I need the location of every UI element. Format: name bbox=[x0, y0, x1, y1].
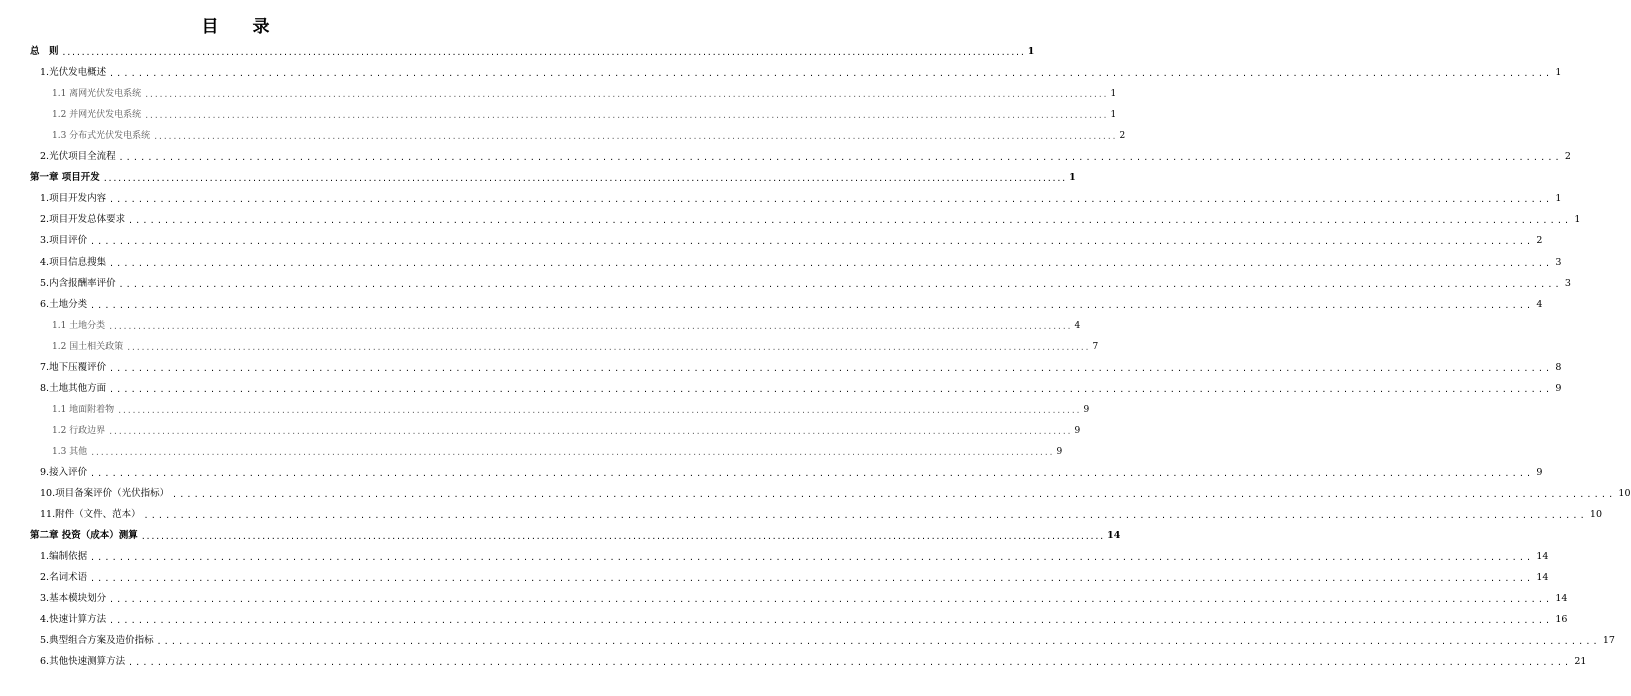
toc-leader-dots: ........................................................................................................................................................................................................ bbox=[140, 532, 1105, 542]
toc-entry-label: 快速计算方法 bbox=[49, 614, 107, 626]
toc-entry[interactable] bbox=[0, 648, 1587, 668]
toc-entry-label: 项目评价 bbox=[49, 235, 88, 247]
toc-leader-dots: ........................................................................................................................................................................................................ bbox=[153, 132, 1117, 142]
toc-entry-label: 项目备案评价（光伏指标） bbox=[55, 488, 170, 500]
toc-entry[interactable] bbox=[0, 543, 1549, 563]
toc-entry-label: 1.2 并网光伏发电系统 bbox=[52, 110, 142, 121]
toc-leader-dots: ........................................................................................................................................................................................................ bbox=[61, 48, 1025, 57]
toc-entry-page: 3 bbox=[1555, 256, 1562, 268]
toc-entry-label: 1.1 土地分类 bbox=[52, 320, 106, 331]
toc-entry-page: 4 bbox=[1074, 320, 1081, 331]
toc-entry[interactable] bbox=[0, 501, 1602, 521]
toc-leader-dots: ........................................................................................................................................................................................................ bbox=[109, 195, 1553, 205]
toc-leader-dots: ........................................................................................................................................................................................................ bbox=[172, 490, 1616, 500]
toc-leader-dots: ........................................................................................................................................................................................................ bbox=[126, 342, 1090, 352]
toc-title: 目 录 bbox=[201, 17, 284, 37]
toc-leader-dots: ........................................................................................................................................................................................................ bbox=[108, 426, 1072, 436]
toc-leader-dots: ........................................................................................................................................................................................................ bbox=[109, 384, 1553, 394]
toc-entry[interactable] bbox=[0, 59, 1562, 79]
toc-entry-page: 1 bbox=[1555, 67, 1562, 79]
toc-entry-label: 内含报酬率评价 bbox=[49, 277, 116, 289]
toc-leader-dots: ........................................................................................................................................................................................................ bbox=[144, 90, 1108, 100]
toc-leader-dots: ........................................................................................................................................................................................................ bbox=[90, 469, 1534, 478]
toc-leader-dots: ........................................................................................................................................................................................................ bbox=[144, 111, 1108, 121]
toc-entry[interactable] bbox=[0, 585, 1568, 605]
toc-entry-page: 2 bbox=[1536, 235, 1543, 247]
toc-entry[interactable] bbox=[0, 164, 1076, 184]
toc-entry-label: 1.3 其他 bbox=[52, 446, 88, 457]
toc-entry-page: 10 bbox=[1618, 488, 1631, 500]
toc-entry-page: 2 bbox=[1119, 131, 1126, 142]
toc-entry-page: 9 bbox=[1074, 425, 1081, 436]
toc-entry-label: 1.2 行政边界 bbox=[52, 425, 106, 436]
toc-entry-number: 1. bbox=[40, 193, 50, 205]
toc-entry-number: 3. bbox=[40, 593, 50, 605]
toc-entry[interactable] bbox=[0, 38, 1035, 58]
toc-entry-number: 9. bbox=[40, 467, 50, 478]
toc-leader-dots: ........................................................................................................................................................................................................ bbox=[117, 405, 1081, 415]
toc-entry-page: 2 bbox=[1564, 151, 1571, 163]
toc-entry[interactable] bbox=[0, 249, 1562, 269]
toc-entry-label: 接入评价 bbox=[49, 467, 88, 478]
toc-entry-page: 16 bbox=[1555, 614, 1568, 626]
toc-entry[interactable] bbox=[0, 522, 1121, 542]
toc-entry-page: 14 bbox=[1536, 551, 1549, 563]
toc-entry-label: 光伏发电概述 bbox=[49, 67, 107, 79]
toc-entry-page: 14 bbox=[1536, 572, 1549, 584]
toc-entry-page: 7 bbox=[1092, 341, 1099, 352]
toc-entry[interactable] bbox=[0, 270, 1571, 290]
toc-entry-page: 9 bbox=[1056, 446, 1063, 457]
toc-entry-label: 项目开发总体要求 bbox=[49, 214, 126, 226]
toc-entry-page: 1 bbox=[1555, 193, 1562, 205]
toc-entry-number: 11. bbox=[40, 509, 56, 521]
toc-entry-label: 典型组合方案及造价指标 bbox=[49, 635, 154, 647]
toc-leader-dots: ........................................................................................................................................................................................................ bbox=[108, 321, 1072, 331]
toc-entry-label: 其他快速测算方法 bbox=[49, 656, 126, 668]
toc-entry-number: 4. bbox=[40, 256, 50, 268]
toc-entry-number: 1. bbox=[40, 551, 50, 563]
toc-entry[interactable] bbox=[0, 480, 1631, 500]
toc-entry-page: 10 bbox=[1589, 509, 1602, 521]
toc-entry-label: 1.1 离网光伏发电系统 bbox=[52, 89, 142, 100]
toc-leader-dots: ........................................................................................................................................................................................................ bbox=[128, 658, 1572, 668]
toc-leader-dots: ........................................................................................................................................................................................................ bbox=[109, 69, 1553, 79]
toc-entry-label: 1.3 分布式光伏发电系统 bbox=[52, 131, 151, 142]
toc-entry-page: 8 bbox=[1555, 361, 1562, 373]
toc-entry-label: 附件（文件、范本） bbox=[55, 509, 141, 521]
toc-entry-page: 9 bbox=[1083, 404, 1090, 415]
toc-entry-label: 基本模块划分 bbox=[49, 593, 107, 605]
toc-leader-dots: ........................................................................................................................................................................................................ bbox=[90, 447, 1054, 457]
toc-entry-label: 地下压覆评价 bbox=[49, 361, 107, 373]
toc-leader-dots: ........................................................................................................................................................................................................ bbox=[109, 595, 1553, 605]
toc-leader-dots: ........................................................................................................................................................................................................ bbox=[90, 553, 1534, 563]
toc-leader-dots: ........................................................................................................................................................................................................ bbox=[109, 258, 1553, 268]
toc-entry-number: 2. bbox=[40, 214, 50, 226]
toc-entry-page: 1 bbox=[1027, 46, 1035, 57]
toc-entry-label: 1.1 地面附着物 bbox=[52, 404, 115, 415]
toc-entry[interactable] bbox=[0, 564, 1549, 584]
toc-entry[interactable] bbox=[0, 206, 1581, 226]
toc-leader-dots: ........................................................................................................................................................................................................ bbox=[102, 174, 1067, 184]
toc-entry-page: 9 bbox=[1555, 382, 1562, 394]
toc-entry[interactable] bbox=[0, 354, 1562, 374]
toc-entry-label: 第一章 项目开发 bbox=[30, 172, 100, 184]
toc-entry-page: 1 bbox=[1069, 172, 1076, 184]
toc-leader-dots: ........................................................................................................................................................................................................ bbox=[109, 616, 1553, 626]
toc-entry-number: 8. bbox=[40, 382, 50, 394]
toc-leader-dots: ........................................................................................................................................................................................................ bbox=[109, 363, 1553, 373]
toc-entry[interactable] bbox=[0, 122, 1126, 142]
toc-entry[interactable] bbox=[0, 291, 1543, 311]
toc-entry[interactable] bbox=[0, 417, 1081, 437]
toc-entry[interactable] bbox=[0, 101, 1117, 121]
toc-leader-dots: ........................................................................................................................................................................................................ bbox=[90, 237, 1534, 247]
toc-entry[interactable] bbox=[0, 333, 1099, 353]
toc-entry-number: 7. bbox=[40, 361, 50, 373]
toc-entry[interactable] bbox=[0, 438, 1063, 458]
toc-entry-label: 总 则 bbox=[30, 46, 59, 57]
toc-entry-number: 2. bbox=[40, 151, 50, 163]
toc-entry-label: 名词术语 bbox=[49, 572, 88, 584]
toc-entry-page: 21 bbox=[1574, 656, 1587, 668]
toc-entry-number: 2. bbox=[40, 572, 50, 584]
toc-entry-label: 土地其他方面 bbox=[49, 382, 107, 394]
toc-entry-page: 1 bbox=[1110, 110, 1117, 121]
toc-entry[interactable] bbox=[0, 185, 1562, 205]
toc-entry-page: 3 bbox=[1564, 277, 1571, 289]
toc-leader-dots: ........................................................................................................................................................................................................ bbox=[128, 216, 1572, 226]
toc-leader-dots: ........................................................................................................................................................................................................ bbox=[156, 637, 1600, 647]
toc-entry[interactable] bbox=[0, 459, 1543, 479]
toc-entry-label: 第二章 投资（成本）测算 bbox=[30, 530, 138, 542]
toc-entry-label: 项目开发内容 bbox=[49, 193, 107, 205]
toc-entry[interactable] bbox=[0, 227, 1543, 247]
toc-entry-page: 1 bbox=[1110, 89, 1117, 100]
toc-entry[interactable] bbox=[0, 606, 1568, 626]
toc-entry[interactable] bbox=[0, 375, 1562, 395]
toc-entry-page: 14 bbox=[1107, 530, 1121, 542]
toc-leader-dots: ........................................................................................................................................................................................................ bbox=[118, 153, 1562, 163]
toc-entry-page: 4 bbox=[1536, 298, 1543, 310]
toc-entry-page: 9 bbox=[1536, 467, 1543, 478]
toc-entry-number: 1. bbox=[40, 67, 50, 79]
toc-entry-number: 5. bbox=[40, 277, 50, 289]
toc-leader-dots: ........................................................................................................................................................................................................ bbox=[143, 511, 1587, 521]
toc-entry-number: 3. bbox=[40, 235, 50, 247]
toc-entry-page: 17 bbox=[1602, 635, 1615, 647]
toc-entry-number: 10. bbox=[40, 488, 56, 500]
toc-entry[interactable] bbox=[0, 143, 1571, 163]
toc-entry-label: 编制依据 bbox=[49, 551, 88, 563]
toc-entry-label: 土地分类 bbox=[49, 298, 88, 310]
toc-entry-number: 6. bbox=[40, 656, 50, 668]
toc-entry-label: 光伏项目全流程 bbox=[49, 151, 116, 163]
toc-entry[interactable] bbox=[0, 396, 1090, 416]
toc-entry-label: 1.2 国土相关政策 bbox=[52, 341, 124, 352]
toc-entry[interactable] bbox=[0, 312, 1081, 332]
toc-leader-dots: ........................................................................................................................................................................................................ bbox=[118, 279, 1562, 289]
toc-entry-page: 1 bbox=[1574, 214, 1581, 226]
toc-entry[interactable] bbox=[0, 627, 1615, 647]
toc-entry-number: 6. bbox=[40, 298, 50, 310]
toc-entry-number: 5. bbox=[40, 635, 50, 647]
toc-leader-dots: ........................................................................................................................................................................................................ bbox=[90, 300, 1534, 310]
toc-entry-page: 14 bbox=[1555, 593, 1568, 605]
toc-entry-label: 项目信息搜集 bbox=[49, 256, 107, 268]
toc-entry[interactable] bbox=[0, 80, 1117, 100]
toc-leader-dots: ........................................................................................................................................................................................................ bbox=[90, 574, 1534, 584]
toc-entry-number: 4. bbox=[40, 614, 50, 626]
